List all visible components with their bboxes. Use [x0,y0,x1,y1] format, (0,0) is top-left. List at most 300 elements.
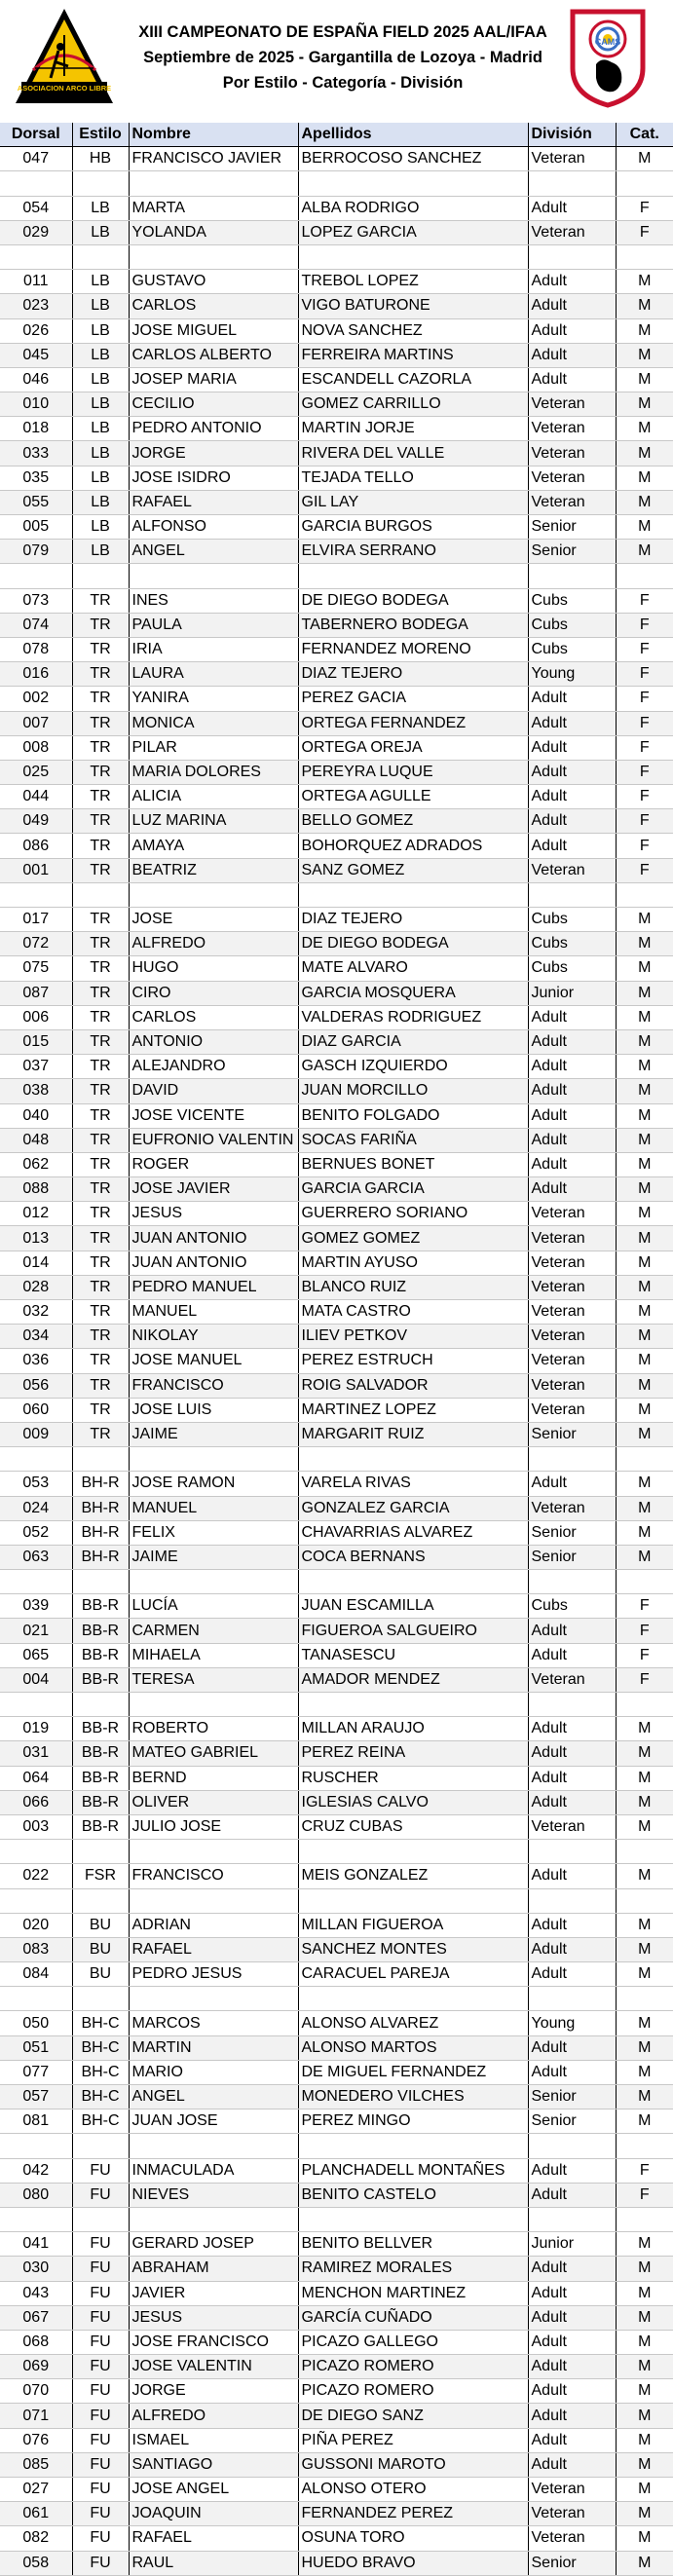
cell-division: Adult [528,1055,616,1079]
cell-apellidos [298,564,528,588]
cell-nombre: ROGER [129,1152,298,1176]
logo-right-text: CAMS [594,37,621,47]
cell-estilo: TR [72,637,129,661]
cell-estilo [72,1987,129,2011]
cell-cat: M [616,367,673,392]
cell-division: Adult [528,1152,616,1176]
cell-dorsal [0,1447,72,1472]
cell-cat: F [616,2183,673,2207]
cell-nombre: PEDRO MANUEL [129,1275,298,1299]
cell-division: Adult [528,2035,616,2060]
cell-cat: M [616,2502,673,2526]
cell-nombre [129,1447,298,1472]
cell-nombre: JESUS [129,2305,298,2330]
cell-estilo: TR [72,956,129,981]
cell-apellidos: PEREZ ESTRUCH [298,1349,528,1373]
table-row [0,392,673,417]
cell-dorsal: 082 [0,2526,72,2551]
cell-dorsal [0,171,72,196]
cell-dorsal: 081 [0,2109,72,2134]
cell-apellidos: MILLAN ARAUJO [298,1717,528,1741]
cell-nombre: CIRO [129,981,298,1005]
cell-apellidos: JUAN MORCILLO [298,1079,528,1103]
cell-cat: F [616,809,673,834]
column-header-nombre: Nombre [129,123,298,147]
cell-apellidos: MEIS GONZALEZ [298,1864,528,1888]
cell-dorsal: 030 [0,2257,72,2281]
table-row [0,687,673,711]
cell-estilo: FU [72,2257,129,2281]
table-row [0,588,673,613]
cell-estilo: TR [72,981,129,1005]
cell-estilo: BB-R [72,1766,129,1790]
cell-cat: F [616,588,673,613]
cell-cat: M [616,1349,673,1373]
table-row [0,932,673,956]
cell-estilo: BB-R [72,1594,129,1619]
cell-nombre: JOSE LUIS [129,1398,298,1422]
table-row [0,1005,673,1029]
table-row [0,1814,673,1839]
cell-division: Cubs [528,956,616,981]
cell-cat: F [616,196,673,220]
cell-division: Veteran [528,466,616,490]
cell-nombre: JOSE VICENTE [129,1103,298,1128]
table-spacer-row [0,882,673,907]
cell-division: Adult [528,1864,616,1888]
table-row [0,613,673,637]
cell-cat: M [616,908,673,932]
cell-cat: M [616,2404,673,2428]
cell-division [528,1840,616,1864]
cell-cat: M [616,2085,673,2109]
table-row [0,2379,673,2404]
cell-division: Adult [528,294,616,318]
cell-dorsal: 034 [0,1325,72,1349]
cell-nombre: MARIA DOLORES [129,760,298,784]
cell-division: Adult [528,1619,616,1643]
cell-apellidos: RUSCHER [298,1766,528,1790]
cell-dorsal: 051 [0,2035,72,2060]
cell-division: Adult [528,1962,616,1987]
cell-nombre: ANGEL [129,540,298,564]
cell-dorsal: 019 [0,1717,72,1741]
cell-cat: M [616,2452,673,2477]
cell-dorsal: 073 [0,588,72,613]
cell-apellidos: BOHORQUEZ ADRADOS [298,834,528,858]
cell-apellidos: PEREZ GACIA [298,687,528,711]
cell-apellidos: FERNANDEZ MORENO [298,637,528,661]
cell-apellidos: FERREIRA MARTINS [298,343,528,367]
cell-apellidos: DE DIEGO BODEGA [298,588,528,613]
cell-nombre: LUZ MARINA [129,809,298,834]
cell-cat: M [616,1325,673,1349]
table-row [0,2281,673,2305]
cell-apellidos: CRUZ CUBAS [298,1814,528,1839]
cell-dorsal: 070 [0,2379,72,2404]
cell-apellidos: DE DIEGO BODEGA [298,932,528,956]
cell-division [528,1693,616,1717]
cell-dorsal: 054 [0,196,72,220]
cell-apellidos: ALONSO ALVAREZ [298,2011,528,2035]
cell-cat: M [616,2109,673,2134]
cell-estilo: BB-R [72,1790,129,1814]
cell-nombre: JOSE ANGEL [129,2478,298,2502]
cell-estilo: FU [72,2330,129,2354]
cell-cat: M [616,2379,673,2404]
cell-estilo: BH-C [72,2011,129,2035]
table-row [0,1717,673,1741]
cell-nombre: CARLOS [129,1005,298,1029]
cell-dorsal [0,1693,72,1717]
table-row [0,760,673,784]
cell-cat [616,564,673,588]
cell-estilo [72,2207,129,2231]
cell-estilo: FSR [72,1864,129,1888]
table-row [0,1349,673,1373]
cell-estilo: BU [72,1962,129,1987]
cell-apellidos: CARACUEL PAREJA [298,1962,528,1987]
cell-apellidos: BLANCO RUIZ [298,1275,528,1299]
cell-nombre: ADRIAN [129,1913,298,1937]
cell-estilo: TR [72,1202,129,1226]
cell-estilo: TR [72,1005,129,1029]
cell-cat: M [616,1152,673,1176]
cell-nombre: NIKOLAY [129,1325,298,1349]
cell-cat: M [616,147,673,171]
cell-dorsal: 063 [0,1545,72,1569]
cell-cat: M [616,1962,673,1987]
cell-nombre: SANTIAGO [129,2452,298,2477]
cell-division: Cubs [528,908,616,932]
cell-cat [616,1570,673,1594]
table-row [0,417,673,441]
cell-estilo: TR [72,613,129,637]
cell-cat [616,2134,673,2158]
cell-estilo: TR [72,662,129,687]
cell-nombre: INMACULADA [129,2158,298,2183]
cell-nombre: JOSEP MARIA [129,367,298,392]
table-row [0,908,673,932]
cell-apellidos: MARGARIT RUIZ [298,1422,528,1446]
cell-nombre [129,1987,298,2011]
cell-estilo: BH-R [72,1496,129,1520]
cell-division: Adult [528,2257,616,2281]
cell-dorsal: 001 [0,858,72,882]
cell-division: Adult [528,711,616,735]
cell-cat: M [616,1251,673,1275]
cell-estilo: FU [72,2526,129,2551]
cell-nombre: PAULA [129,613,298,637]
cell-apellidos [298,244,528,269]
cell-dorsal: 010 [0,392,72,417]
cell-division: Adult [528,196,616,220]
table-row [0,490,673,514]
cell-nombre: ISMAEL [129,2428,298,2452]
cell-cat: M [616,490,673,514]
cell-apellidos: ALONSO OTERO [298,2478,528,2502]
cell-division: Senior [528,2109,616,2134]
cell-apellidos: PICAZO GALLEGO [298,2330,528,2354]
cell-apellidos: ILIEV PETKOV [298,1325,528,1349]
cell-dorsal: 031 [0,1741,72,1766]
cell-cat: M [616,515,673,540]
cell-nombre [129,244,298,269]
title-line-1: XIII CAMPEONATO DE ESPAÑA FIELD 2025 AAL/IFAA [138,23,547,41]
cell-division: Veteran [528,1398,616,1422]
cell-dorsal: 023 [0,294,72,318]
cell-division: Adult [528,2183,616,2207]
cell-dorsal: 053 [0,1472,72,1496]
cell-cat: M [616,1029,673,1054]
cell-division: Adult [528,1741,616,1766]
cell-apellidos: ORTEGA OREJA [298,735,528,760]
cell-dorsal: 088 [0,1177,72,1202]
cell-estilo: FU [72,2452,129,2477]
cell-apellidos: PEREYRA LUQUE [298,760,528,784]
cell-division: Adult [528,343,616,367]
cell-estilo [72,244,129,269]
cell-cat: M [616,2257,673,2281]
table-row [0,735,673,760]
cell-dorsal: 042 [0,2158,72,2183]
cell-nombre: JOSE ISIDRO [129,466,298,490]
cell-nombre: FRANCISCO [129,1864,298,1888]
cell-dorsal: 043 [0,2281,72,2305]
cell-dorsal: 003 [0,1814,72,1839]
cell-cat: M [616,2011,673,2035]
cell-nombre: ROBERTO [129,1717,298,1741]
cell-estilo: BH-R [72,1520,129,1545]
cell-dorsal [0,1888,72,1913]
cell-cat [616,1693,673,1717]
cell-apellidos: GARCIA BURGOS [298,515,528,540]
cell-nombre: DAVID [129,1079,298,1103]
cell-cat: F [616,220,673,244]
logo-left-text: ASOCIACION ARCO LIBRE [17,84,112,93]
cell-division: Junior [528,981,616,1005]
cell-nombre: JAIME [129,1422,298,1446]
cell-estilo: BB-R [72,1741,129,1766]
cell-dorsal: 036 [0,1349,72,1373]
table-spacer-row [0,2207,673,2231]
cell-cat [616,2207,673,2231]
cell-division: Veteran [528,1202,616,1226]
cell-dorsal: 050 [0,2011,72,2035]
cell-nombre: JUAN ANTONIO [129,1226,298,1251]
table-row [0,1937,673,1961]
cell-cat: M [616,1520,673,1545]
cell-dorsal [0,244,72,269]
cell-estilo: TR [72,1325,129,1349]
cell-dorsal: 074 [0,613,72,637]
table-row [0,1103,673,1128]
cell-cat: M [616,1937,673,1961]
cell-cat: M [616,270,673,294]
cell-cat: F [616,662,673,687]
cell-nombre: MANUEL [129,1496,298,1520]
cell-apellidos: RAMIREZ MORALES [298,2257,528,2281]
cell-division: Young [528,2011,616,2035]
cell-nombre [129,1693,298,1717]
cell-nombre: NIEVES [129,2183,298,2207]
cell-nombre: JOAQUIN [129,2502,298,2526]
cell-dorsal: 027 [0,2478,72,2502]
cell-dorsal: 086 [0,834,72,858]
table-row [0,2183,673,2207]
table-row [0,196,673,220]
cell-cat: M [616,1545,673,1569]
cell-cat: M [616,1373,673,1398]
table-row [0,1766,673,1790]
cell-estilo: FU [72,2379,129,2404]
cell-apellidos: GARCIA MOSQUERA [298,981,528,1005]
cell-apellidos: JUAN ESCAMILLA [298,1594,528,1619]
table-row [0,981,673,1005]
cell-nombre: YANIRA [129,687,298,711]
table-spacer-row [0,1987,673,2011]
cell-estilo: LB [72,417,129,441]
column-header-division: División [528,123,616,147]
cell-apellidos: HUEDO BRAVO [298,2551,528,2575]
table-row [0,2452,673,2477]
table-row [0,2085,673,2109]
cell-division [528,564,616,588]
cell-estilo: TR [72,1275,129,1299]
column-header-cat: Cat. [616,123,673,147]
table-row [0,1472,673,1496]
table-row [0,1128,673,1152]
table-row [0,785,673,809]
column-header-estilo: Estilo [72,123,129,147]
cell-division: Veteran [528,2478,616,2502]
cell-division: Adult [528,687,616,711]
cell-nombre: PEDRO ANTONIO [129,417,298,441]
table-row [0,515,673,540]
cell-apellidos: CHAVARRIAS ALVAREZ [298,1520,528,1545]
table-row [0,1741,673,1766]
cell-division: Veteran [528,392,616,417]
cell-nombre [129,171,298,196]
cell-division: Cubs [528,588,616,613]
cell-cat: M [616,2551,673,2575]
table-row [0,1325,673,1349]
cell-division: Cubs [528,932,616,956]
cell-division: Veteran [528,1275,616,1299]
cell-nombre: TERESA [129,1667,298,1692]
cell-division: Senior [528,1545,616,1569]
cell-division: Veteran [528,1496,616,1520]
cell-division: Veteran [528,1814,616,1839]
cell-nombre: HUGO [129,956,298,981]
cell-division: Veteran [528,1373,616,1398]
cell-nombre: JESUS [129,1202,298,1226]
cell-cat: M [616,2478,673,2502]
cell-estilo: FU [72,2158,129,2183]
cell-apellidos: GASCH IZQUIERDO [298,1055,528,1079]
cell-cat: M [616,294,673,318]
cell-nombre: CECILIO [129,392,298,417]
table-row [0,2060,673,2084]
cell-cat [616,882,673,907]
cell-cat: F [616,1594,673,1619]
cell-nombre: JAVIER [129,2281,298,2305]
cell-cat: M [616,2232,673,2257]
table-body [0,147,673,2576]
cell-division: Adult [528,2428,616,2452]
cell-cat: M [616,932,673,956]
cell-nombre: JOSE VALENTIN [129,2355,298,2379]
cell-division: Adult [528,1103,616,1128]
cell-cat: M [616,1472,673,1496]
cell-division: Cubs [528,613,616,637]
cell-cat: M [616,1864,673,1888]
cell-estilo: BH-R [72,1472,129,1496]
cell-estilo: LB [72,343,129,367]
cell-nombre: PEDRO JESUS [129,1962,298,1987]
cell-dorsal: 048 [0,1128,72,1152]
cell-nombre: JAIME [129,1545,298,1569]
table-row [0,1594,673,1619]
table-row [0,2502,673,2526]
cell-nombre: FRANCISCO JAVIER [129,147,298,171]
cell-nombre: CARLOS [129,294,298,318]
cell-cat: F [616,1619,673,1643]
cell-apellidos: ROIG SALVADOR [298,1373,528,1398]
cell-cat: M [616,417,673,441]
cell-cat: M [616,1079,673,1103]
cell-estilo: TR [72,1422,129,1446]
table-row [0,2305,673,2330]
table-row [0,1790,673,1814]
cell-apellidos [298,1987,528,2011]
cell-dorsal: 005 [0,515,72,540]
cell-cat: M [616,1913,673,1937]
cell-cat: M [616,1422,673,1446]
cell-apellidos: ORTEGA FERNANDEZ [298,711,528,735]
cell-division: Adult [528,2330,616,2354]
table-spacer-row [0,1693,673,1717]
cell-division: Cubs [528,637,616,661]
cell-estilo: TR [72,711,129,735]
cell-nombre: MARCOS [129,2011,298,2035]
cell-cat: F [616,711,673,735]
cell-nombre: INES [129,588,298,613]
cell-dorsal: 075 [0,956,72,981]
table-spacer-row [0,171,673,196]
cell-division: Adult [528,785,616,809]
cell-cat: M [616,1741,673,1766]
table-row [0,318,673,343]
cell-dorsal: 037 [0,1055,72,1079]
cell-division: Adult [528,1005,616,1029]
cell-cat: M [616,2305,673,2330]
cell-nombre: ALICIA [129,785,298,809]
cell-estilo: TR [72,1300,129,1325]
cell-division: Adult [528,2060,616,2084]
cell-division: Adult [528,367,616,392]
title-line-2: Septiembre de 2025 - Gargantilla de Lozoya - Madrid [143,49,542,66]
cell-division: Adult [528,1937,616,1961]
cell-cat: M [616,2035,673,2060]
cell-apellidos: SOCAS FARIÑA [298,1128,528,1152]
cell-estilo: TR [72,834,129,858]
cell-dorsal: 006 [0,1005,72,1029]
cell-apellidos: NOVA SANCHEZ [298,318,528,343]
cell-apellidos [298,2207,528,2231]
cell-apellidos: TREBOL LOPEZ [298,270,528,294]
cell-division: Junior [528,2232,616,2257]
